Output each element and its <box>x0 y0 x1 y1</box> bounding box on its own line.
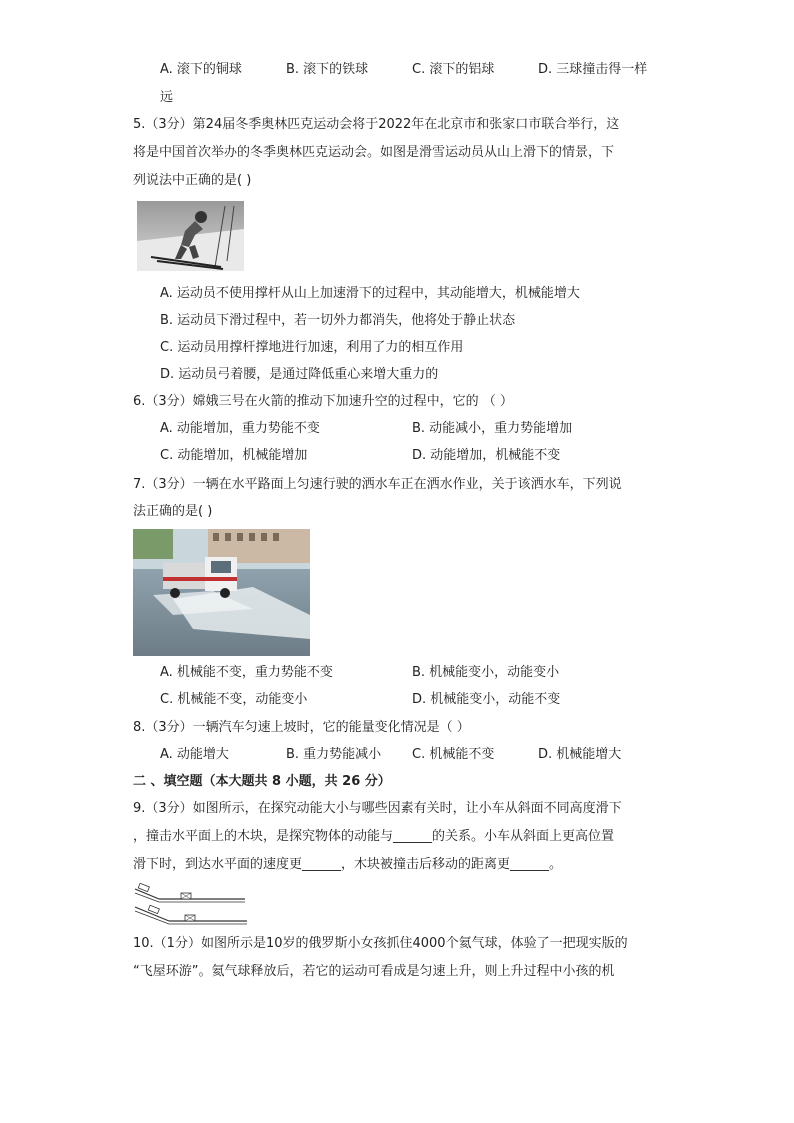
q6-stem: 6.（3分）嫦娥三号在火箭的推动下加速升空的过程中，它的 （ ） <box>133 394 513 409</box>
q5-stem-line1: 5.（3分）第24届冬季奥林匹克运动会将于2022年在北京市和张家口市联合举行，这 <box>133 117 620 132</box>
q5-stem-line3: 列说法中正确的是( ) <box>133 173 252 188</box>
q7-option-c: C. 机械能不变，动能变小 <box>160 692 308 707</box>
q7-stem-line2: 法正确的是( ) <box>133 504 213 519</box>
q9-stem-line3: 滑下时，到达水平面的速度更______，木块被撞击后移动的距离更______。 <box>133 857 563 872</box>
q5-stem-line2: 将是中国首次举办的冬季奥林匹克运动会。如图是滑雪运动员从山上滑下的情景，下 <box>133 145 615 160</box>
section-heading-fill-in: 二 、填空题（本大题共 8 小题，共 26 分） <box>133 774 391 789</box>
q5-option-a: A. 运动员不使用撑杆从山上加速滑下的过程中，其动能增大，机械能增大 <box>160 286 580 301</box>
q7-option-b: B. 机械能变小，动能变小 <box>412 665 560 680</box>
skier-photo <box>137 201 244 271</box>
q5-option-d: D. 运动员弓着腰，是通过降低重心来增大重力的 <box>160 367 439 382</box>
q6-option-a: A. 动能增加，重力势能不变 <box>160 421 320 436</box>
q7-stem-line1: 7.（3分）一辆在水平路面上匀速行驶的洒水车正在洒水作业，关于该洒水车，下列说 <box>133 477 622 492</box>
q4-option-d-continued: 远 <box>160 90 174 105</box>
sprinkler-truck-photo <box>133 529 310 656</box>
incline-diagram-svg <box>133 883 251 929</box>
q6-option-c: C. 动能增加，机械能增加 <box>160 448 308 463</box>
q10-stem-line1: 10.（1分）如图所示是10岁的俄罗斯小女孩抓住4000个氦气球，体验了一把现实版的 <box>133 936 628 951</box>
q7-option-a: A. 机械能不变，重力势能不变 <box>160 665 333 680</box>
q8-option-c: C. 机械能不变 <box>412 747 495 762</box>
q7-option-d: D. 机械能变小，动能不变 <box>412 692 561 707</box>
q5-option-b: B. 运动员下滑过程中，若一切外力都消失，他将处于静止状态 <box>160 313 516 328</box>
q8-option-d: D. 机械能增大 <box>538 747 622 762</box>
sprinkler-truck-illustration <box>133 529 310 656</box>
q4-option-c: C. 滚下的铝球 <box>412 62 495 77</box>
q4-option-a: A. 滚下的铜球 <box>160 62 242 77</box>
q4-option-d: D. 三球撞击得一样 <box>538 62 648 77</box>
incline-experiment-diagram <box>133 883 251 929</box>
q8-option-b: B. 重力势能减小 <box>286 747 382 762</box>
q10-stem-line2: “飞屋环游”。氦气球释放后，若它的运动可看成是匀速上升，则上升过程中小孩的机 <box>133 964 615 979</box>
q6-option-b: B. 动能减小，重力势能增加 <box>412 421 573 436</box>
q6-option-d: D. 动能增加，机械能不变 <box>412 448 561 463</box>
q4-option-b: B. 滚下的铁球 <box>286 62 369 77</box>
q8-option-a: A. 动能增大 <box>160 747 229 762</box>
q9-stem-line2: ，撞击水平面上的木块，是探究物体的动能与______的关系。小车从斜面上更高位置 <box>133 829 615 844</box>
q8-stem: 8.（3分）一辆汽车匀速上坡时，它的能量变化情况是（ ） <box>133 720 470 735</box>
q5-option-c: C. 运动员用撑杆撑地进行加速，利用了力的相互作用 <box>160 340 464 355</box>
q9-stem-line1: 9.（3分）如图所示，在探究动能大小与哪些因素有关时，让小车从斜面不同高度滑下 <box>133 801 622 816</box>
skier-illustration <box>137 201 244 271</box>
